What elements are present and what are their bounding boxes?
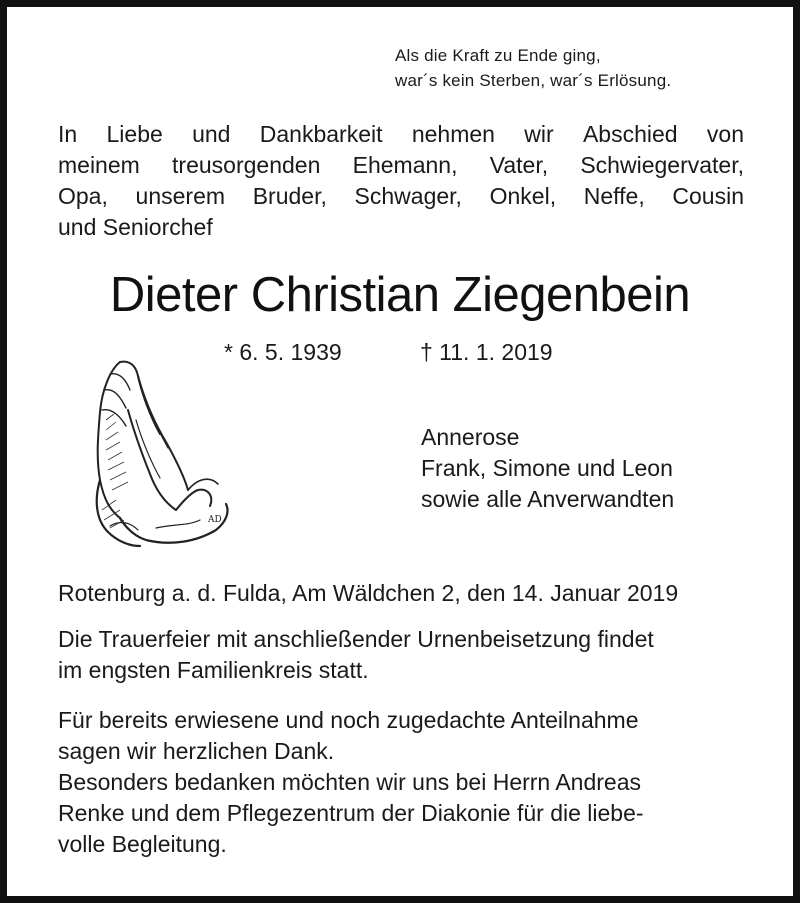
intro-word: meinem bbox=[58, 152, 140, 178]
thanks-line-2: sagen wir herzlichen Dank. bbox=[58, 738, 335, 764]
svg-text:AD: AD bbox=[208, 515, 222, 525]
intro-word: Vater, bbox=[489, 152, 549, 178]
motto-line-1: Als die Kraft zu Ende ging, bbox=[395, 46, 601, 65]
deceased-name: Dieter Christian Ziegenbein bbox=[109, 268, 691, 322]
intro-word: Ehemann, bbox=[352, 152, 458, 178]
mourner-line-3: sowie alle Anverwandten bbox=[421, 486, 675, 512]
thanks-line-1: Für bereits erwiesene und noch zugedachte Anteilnahme bbox=[58, 707, 639, 733]
intro-word: Neffe, bbox=[583, 183, 645, 209]
ceremony-line-1: Die Trauerfeier mit anschließender Urnenbeisetzung findet bbox=[58, 626, 654, 652]
intro-word: Bruder, bbox=[252, 183, 327, 209]
intro-line-4 bbox=[58, 212, 744, 243]
thanks-line-5: volle Begleitung. bbox=[58, 831, 227, 857]
ceremony-line-2: im engsten Familienkreis statt. bbox=[58, 657, 369, 683]
intro-word: Liebe bbox=[106, 121, 163, 147]
praying-hands-icon bbox=[80, 350, 240, 550]
intro-word: nehmen bbox=[411, 121, 495, 147]
intro-word: Onkel, bbox=[489, 183, 557, 209]
intro-word: In bbox=[58, 121, 78, 147]
mourner-line-1: Annerose bbox=[421, 424, 520, 450]
motto-line-2: war´s kein Sterben, war´s Erlösung. bbox=[395, 71, 672, 90]
thanks-line-3: Besonders bedanken möchten wir uns bei Herrn Andreas bbox=[58, 769, 642, 795]
intro-paragraph bbox=[58, 119, 744, 243]
intro-word: unserem bbox=[135, 183, 226, 209]
intro-word: Opa, bbox=[58, 183, 108, 209]
intro-word: von bbox=[706, 121, 744, 147]
mourner-line-2: Frank, Simone und Leon bbox=[421, 455, 673, 481]
intro-word: Cousin bbox=[672, 183, 744, 209]
intro-word: Dankbarkeit bbox=[259, 121, 383, 147]
intro-word: Abschied bbox=[582, 121, 678, 147]
thanks-line-4: Renke und dem Pflegezentrum der Diakonie für die liebe- bbox=[58, 800, 644, 826]
intro-line-1 bbox=[58, 119, 744, 150]
death-date: † 11. 1. 2019 bbox=[420, 339, 553, 365]
intro-word: treusorgenden bbox=[172, 152, 321, 178]
intro-word: Schwiegervater, bbox=[580, 152, 744, 178]
intro-word: und bbox=[192, 121, 231, 147]
intro-word: wir bbox=[524, 121, 554, 147]
intro-word: und Seniorchef bbox=[58, 214, 213, 240]
intro-line-2 bbox=[58, 150, 744, 181]
place-and-date: Rotenburg a. d. Fulda, Am Wäldchen 2, den 14. Januar 2019 bbox=[58, 580, 679, 606]
birth-date: * 6. 5. 1939 bbox=[224, 339, 342, 365]
intro-word: Schwager, bbox=[354, 183, 462, 209]
intro-line-3 bbox=[58, 181, 744, 212]
